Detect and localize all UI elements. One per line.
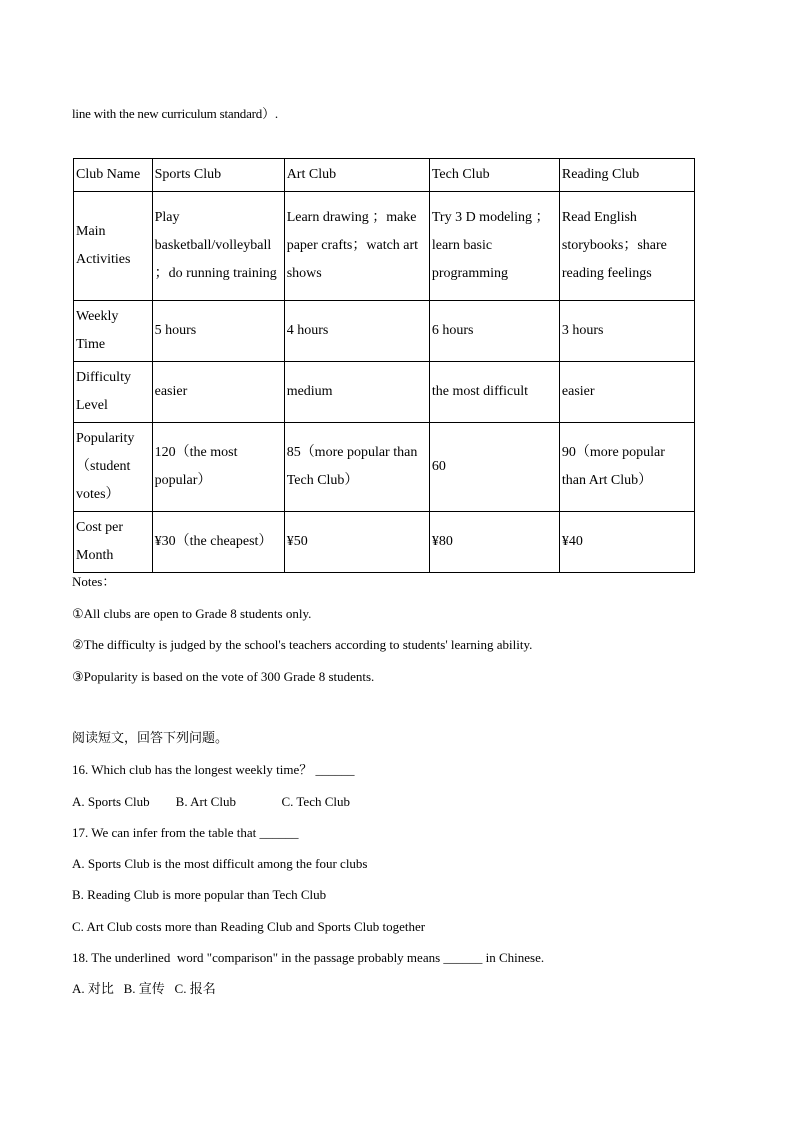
table-cell: ¥30（the cheapest）: [152, 512, 284, 573]
question-18: 18. The underlined word "comparison" in the passage probably means ______ in Chinese.: [72, 950, 545, 966]
table-cell: Play basketball/volleyball；do running training: [152, 192, 284, 301]
question-16: 16. Which club has the longest weekly time？ ______: [72, 762, 355, 778]
header-cell: Club Name: [74, 159, 153, 192]
row-label: Popularity（student votes）: [74, 423, 153, 512]
question-17-option-a: A. Sports Club is the most difficult among the four clubs: [72, 856, 368, 872]
header-cell: Sports Club: [152, 159, 284, 192]
notes-title: Notes：: [72, 574, 116, 589]
table-cell: easier: [559, 362, 694, 423]
question-17-option-c: C. Art Club costs more than Reading Club and Sports Club together: [72, 918, 426, 934]
table-row: [74, 423, 695, 512]
table-cell: 85（more popular than Tech Club）: [284, 423, 429, 512]
note-item: ③Popularity is based on the vote of 300 Grade 8 students.: [72, 668, 375, 684]
club-table: [73, 158, 695, 573]
table-cell: 60: [429, 423, 559, 512]
table-row: [74, 192, 695, 301]
row-label: Difficulty Level: [74, 362, 153, 423]
note-item: ①All clubs are open to Grade 8 students only.: [72, 605, 312, 621]
instruction: 阅读短文，回答下列问题。: [72, 731, 229, 746]
intro-text: line with the new curriculum standard）.: [72, 106, 278, 121]
row-label: Weekly Time: [74, 301, 153, 362]
row-label: Main Activities: [74, 192, 153, 301]
question-17-option-b: B. Reading Club is more popular than Tech Club: [72, 887, 327, 903]
table-cell: 6 hours: [429, 301, 559, 362]
question-16-options: A. Sports Club B. Art Club C. Tech Club: [72, 793, 351, 809]
table-cell: 90（more popular than Art Club）: [559, 423, 694, 512]
table-cell: 3 hours: [559, 301, 694, 362]
row-label: Cost per Month: [74, 512, 153, 573]
notes-section: [72, 573, 532, 699]
header-cell: Reading Club: [559, 159, 694, 192]
header-cell: Tech Club: [429, 159, 559, 192]
table-cell: ¥80: [429, 512, 559, 573]
table-cell: 120（the most popular）: [152, 423, 284, 512]
table-cell: ¥50: [284, 512, 429, 573]
table-row: [74, 301, 695, 362]
table-cell: medium: [284, 362, 429, 423]
note-item: ②The difficulty is judged by the school's teachers according to students' learning ability.: [72, 637, 533, 652]
header-cell: Art Club: [284, 159, 429, 192]
table-cell: easier: [152, 362, 284, 423]
table-cell: Read English storybooks；share reading feelings: [559, 192, 694, 301]
table-cell: Try 3 D modeling ；learn basic programming: [429, 192, 559, 301]
table-header-row: [74, 159, 695, 192]
table-cell: Learn drawing ；make paper crafts；watch art shows: [284, 192, 429, 301]
questions-section: [72, 730, 544, 1012]
table-cell: 5 hours: [152, 301, 284, 362]
table-cell: 4 hours: [284, 301, 429, 362]
table-cell: the most difficult: [429, 362, 559, 423]
table-row: [74, 362, 695, 423]
question-18-options: A. 对比 B. 宣传 C. 报名: [72, 981, 216, 997]
table-cell: ¥40: [559, 512, 694, 573]
table-row: [74, 512, 695, 573]
question-17: 17. We can infer from the table that ______: [72, 824, 299, 840]
